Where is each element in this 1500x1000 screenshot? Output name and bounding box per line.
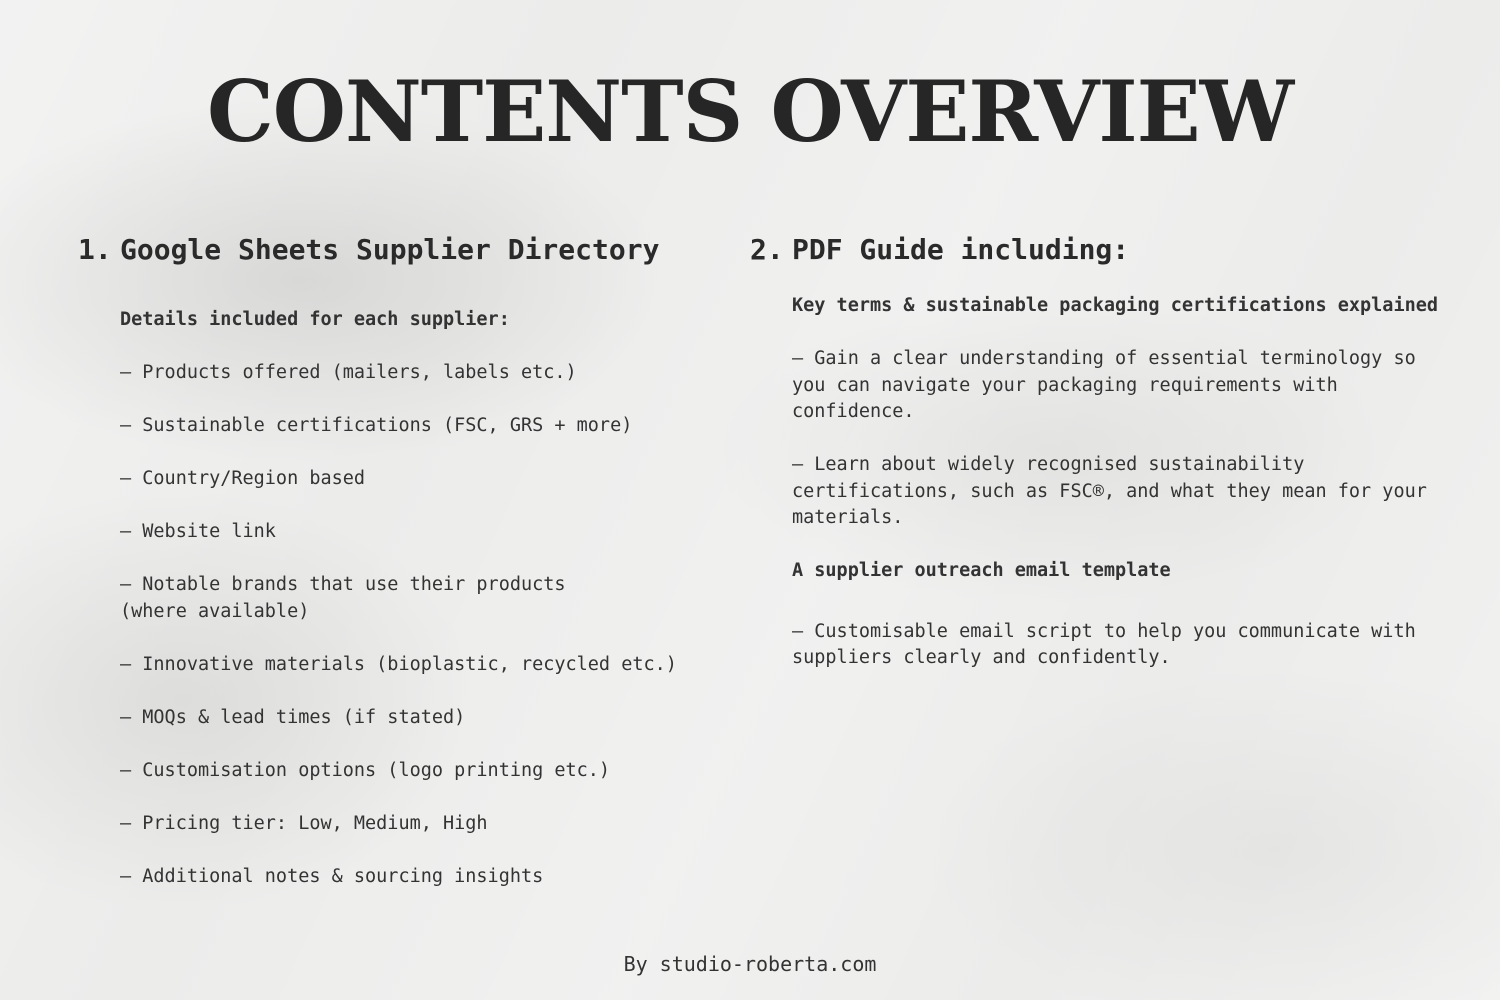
list-item: – MOQs & lead times (if stated)	[120, 706, 466, 728]
section-heading	[750, 232, 1450, 268]
section-title: Google Sheets Supplier Directory	[120, 233, 660, 266]
supplier-details-list	[120, 307, 740, 917]
section-heading	[78, 232, 738, 268]
paragraph: – Customisable email script to help you communicate with suppliers clearly and confidently.	[792, 620, 1416, 668]
list-item: – Customisation options (logo printing etc.)	[120, 759, 611, 781]
section-number: 2.	[750, 233, 784, 266]
key-terms-subheading: Key terms & sustainable packaging certifications explained	[792, 295, 1439, 316]
list-item: – Website link	[120, 521, 276, 542]
list-item: – Additional notes & sourcing insights	[120, 865, 544, 887]
page-title: CONTENTS OVERVIEW	[206, 62, 1294, 161]
details-subheading: Details included for each supplier:	[120, 309, 510, 330]
list-item: – Notable brands that use their products (where available)	[120, 574, 566, 622]
list-item: – Sustainable certifications (FSC, GRS + more)	[120, 415, 633, 436]
section-supplier-directory	[78, 232, 738, 268]
email-template-subheading: A supplier outreach email template	[792, 560, 1171, 581]
paragraph: – Gain a clear understanding of essential terminology so you can navigate your packaging requirements with confidence.	[792, 348, 1416, 422]
section-number: 1.	[78, 233, 112, 266]
section-pdf-guide	[750, 232, 1450, 268]
list-item: – Pricing tier: Low, Medium, High	[120, 812, 488, 834]
list-item: – Innovative materials (bioplastic, recycled etc.)	[120, 653, 677, 675]
list-item: – Products offered (mailers, labels etc.)	[120, 362, 577, 383]
paragraph: – Learn about widely recognised sustainability certifications, such as FSC®, and what they mean for your materials.	[792, 454, 1427, 528]
footer-credit: By studio-roberta.com	[623, 952, 877, 976]
section-title: PDF Guide including:	[792, 233, 1130, 266]
list-item: – Country/Region based	[120, 468, 366, 489]
pdf-guide-contents	[792, 293, 1452, 698]
